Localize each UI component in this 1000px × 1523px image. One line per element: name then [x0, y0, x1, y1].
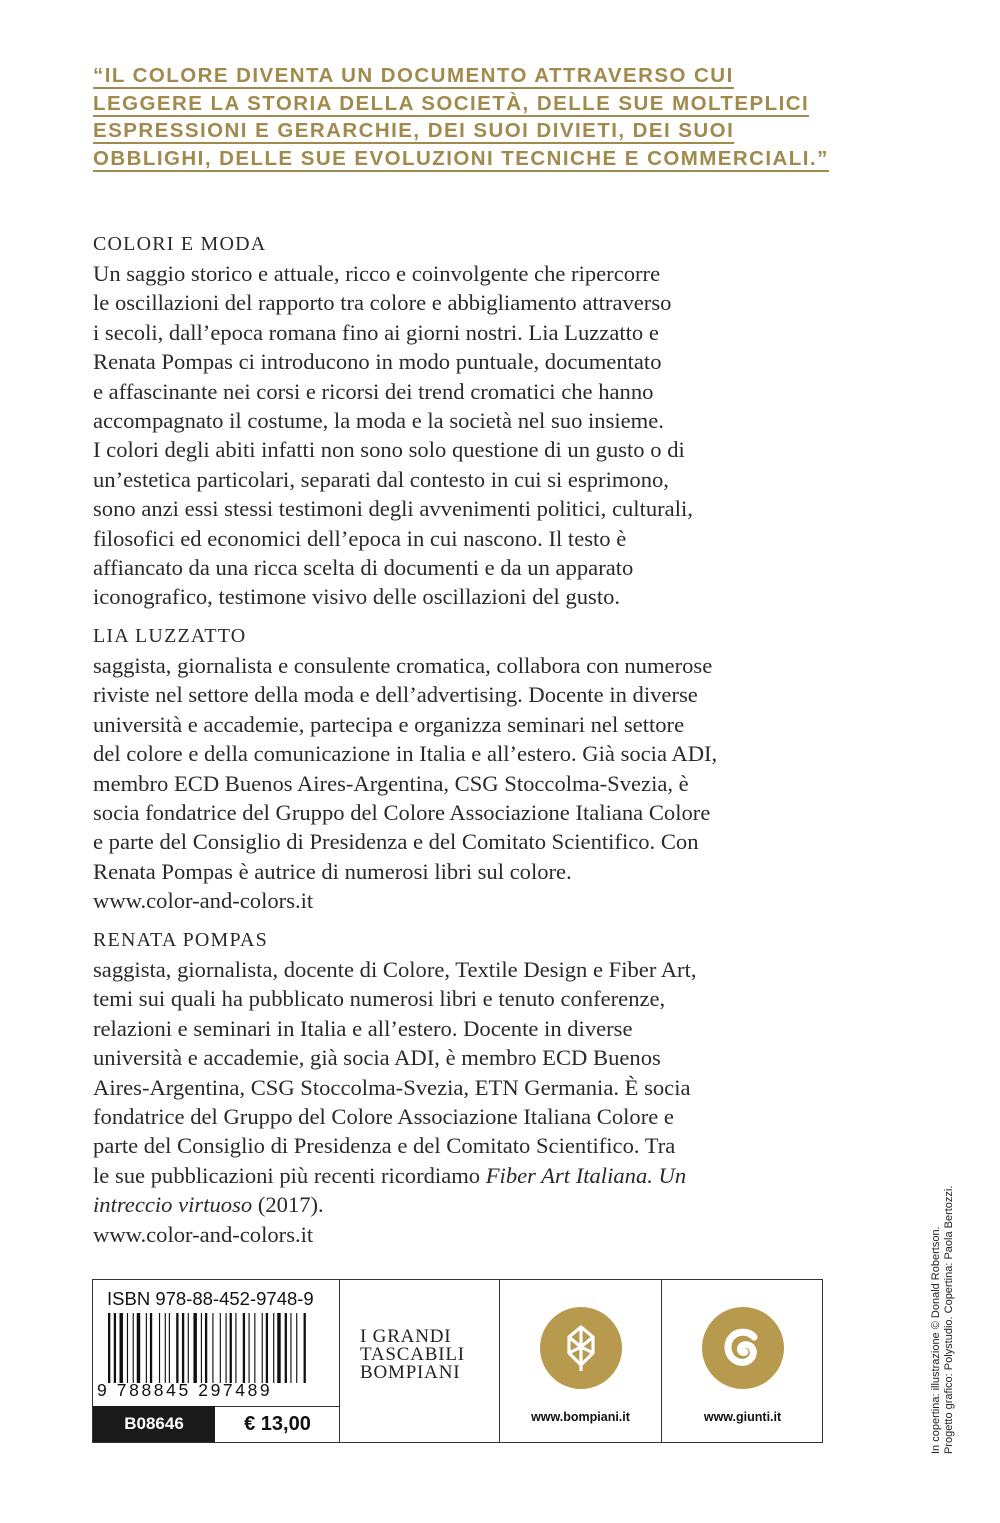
- text-line: saggista, giornalista, docente di Colore, Textile Design e Fiber Art,: [93, 957, 697, 982]
- author-bio-pompas: [93, 925, 893, 1249]
- text-line: un’estetica particolari, separati dal contesto in cui si esprimono,: [93, 466, 669, 492]
- credit-line-illustration: In copertina: illustrazione © Donald Robertson.: [930, 1226, 942, 1454]
- text-line: le oscillazioni del rapporto tra colore e abbigliamento attraverso: [93, 290, 672, 316]
- text-line: Un saggio storico e attuale, ricco e coinvolgente che ripercorre: [93, 261, 661, 286]
- series-name: [360, 1328, 465, 1382]
- author-name-heading: RENATA POMPAS: [93, 929, 268, 951]
- text-segment: (2017).: [252, 1192, 324, 1218]
- spiral-logo-icon: [702, 1307, 784, 1389]
- text-line: del colore e della comunicazione in Italia e all’estero. Già socia ADI,: [93, 741, 718, 767]
- author-bio-luzzatto: [93, 621, 893, 916]
- quote-line: OBBLIGHI, DELLE SUE EVOLUZIONI TECNICHE E COMMERCIALI.”: [93, 146, 829, 170]
- book-title-heading: COLORI E MODA: [93, 233, 267, 255]
- text-line: [93, 1161, 893, 1190]
- isbn-label: ISBN 978-88-452-9748-9: [107, 1288, 314, 1309]
- text-line: temi sui quali ha pubblicato numerosi libri e tenuto conferenze,: [93, 986, 666, 1012]
- series-line: I GRANDI: [360, 1326, 452, 1347]
- product-code: B08646: [93, 1406, 215, 1442]
- cover-credits: [930, 1185, 958, 1454]
- giunti-cell: [662, 1280, 823, 1442]
- text-line: sono anzi essi stessi testimoni degli avvenimenti politici, culturali,: [93, 496, 693, 522]
- credits-text: [930, 1185, 956, 1454]
- barcode-bars: [108, 1313, 326, 1383]
- author-website[interactable]: www.color-and-colors.it: [93, 1221, 314, 1247]
- text-line: I colori degli abiti infatti non sono solo questione di un gusto o di: [93, 437, 685, 463]
- text-line: socia fondatrice del Gruppo del Colore Associazione Italiana Colore: [93, 800, 711, 826]
- bompiani-website[interactable]: www.bompiani.it: [531, 1410, 630, 1424]
- quote-line: LEGGERE LA STORIA DELLA SOCIETÀ, DELLE SUE MOLTEPLICI: [93, 91, 810, 115]
- text-line: affiancato da una ricca scelta di documenti e da un apparato: [93, 555, 634, 581]
- text-line: Aires-Argentina, CSG Stoccolma-Svezia, ETN Germania. È socia: [93, 1074, 691, 1100]
- series-line: TASCABILI: [360, 1344, 465, 1365]
- text-line: [93, 1190, 893, 1219]
- text-line: saggista, giornalista e consulente cromatica, collabora con numerose: [93, 653, 713, 678]
- author-name-heading: LIA LUZZATTO: [93, 625, 247, 647]
- text-line: Renata Pompas è autrice di numerosi libri sul colore.: [93, 858, 572, 884]
- text-line: iconografico, testimone visivo delle oscillazioni del gusto.: [93, 584, 621, 610]
- quote-line: “IL COLORE DIVENTA UN DOCUMENTO ATTRAVERSO CUI: [93, 64, 734, 87]
- barcode-publisher-block: [92, 1279, 823, 1443]
- text-line: università e accademie, partecipa e organizza seminari nel settore: [93, 711, 685, 737]
- quote-line: ESPRESSIONI E GERARCHIE, DEI SUOI DIVIETI, DEI SUOI: [93, 119, 735, 142]
- text-line: filosofici ed economici dell’epoca in cui nascono. Il testo è: [93, 525, 627, 551]
- text-line: i secoli, dall’epoca romana fino ai giorni nostri. Lia Luzzatto e: [93, 319, 659, 345]
- text-line: membro ECD Buenos Aires-Argentina, CSG Stoccolma-Svezia, è: [93, 770, 689, 796]
- series-cell: [340, 1280, 500, 1442]
- credit-line-design: Progetto grafico: Polystudio. Copertina: Paola Bertozzi.: [943, 1185, 955, 1454]
- giunti-website[interactable]: www.giunti.it: [703, 1410, 782, 1424]
- text-line: riviste nel settore della moda e dell’advertising. Docente in diverse: [93, 682, 698, 708]
- text-line: relazioni e seminari in Italia e all’estero. Docente in diverse: [93, 1015, 633, 1041]
- book-description: [93, 229, 893, 612]
- tulip-logo-icon: [540, 1307, 622, 1389]
- author-website[interactable]: www.color-and-colors.it: [93, 888, 314, 914]
- text-line: accompagnato il costume, la moda e la società nel suo insieme.: [93, 408, 664, 434]
- book-title-italic: intreccio virtuoso: [93, 1192, 253, 1218]
- text-line: e affascinante nei corsi e ricorsi dei trend cromatici che hanno: [93, 378, 654, 404]
- text-line: Renata Pompas ci introducono in modo puntuale, documentato: [93, 349, 662, 375]
- text-line: fondatrice del Gruppo del Colore Associazione Italiana Colore e: [93, 1104, 674, 1130]
- bompiani-cell: [500, 1280, 662, 1442]
- price: € 13,00: [215, 1406, 340, 1442]
- text-segment: le sue pubblicazioni più recenti ricordiamo: [93, 1162, 486, 1188]
- text-line: università e accademie, già socia ADI, è membro ECD Buenos: [93, 1045, 661, 1071]
- text-line: e parte del Consiglio di Presidenza e del Comitato Scientifico. Con: [93, 829, 699, 855]
- barcode-cell: [93, 1280, 340, 1442]
- pull-quote: [93, 62, 893, 172]
- book-title-italic: Fiber Art Italiana. Un: [485, 1162, 687, 1188]
- text-line: parte del Consiglio di Presidenza e del Comitato Scientifico. Tra: [93, 1133, 676, 1159]
- barcode-number: 9 788845 297489: [97, 1380, 273, 1400]
- series-line: BOMPIANI: [360, 1362, 461, 1383]
